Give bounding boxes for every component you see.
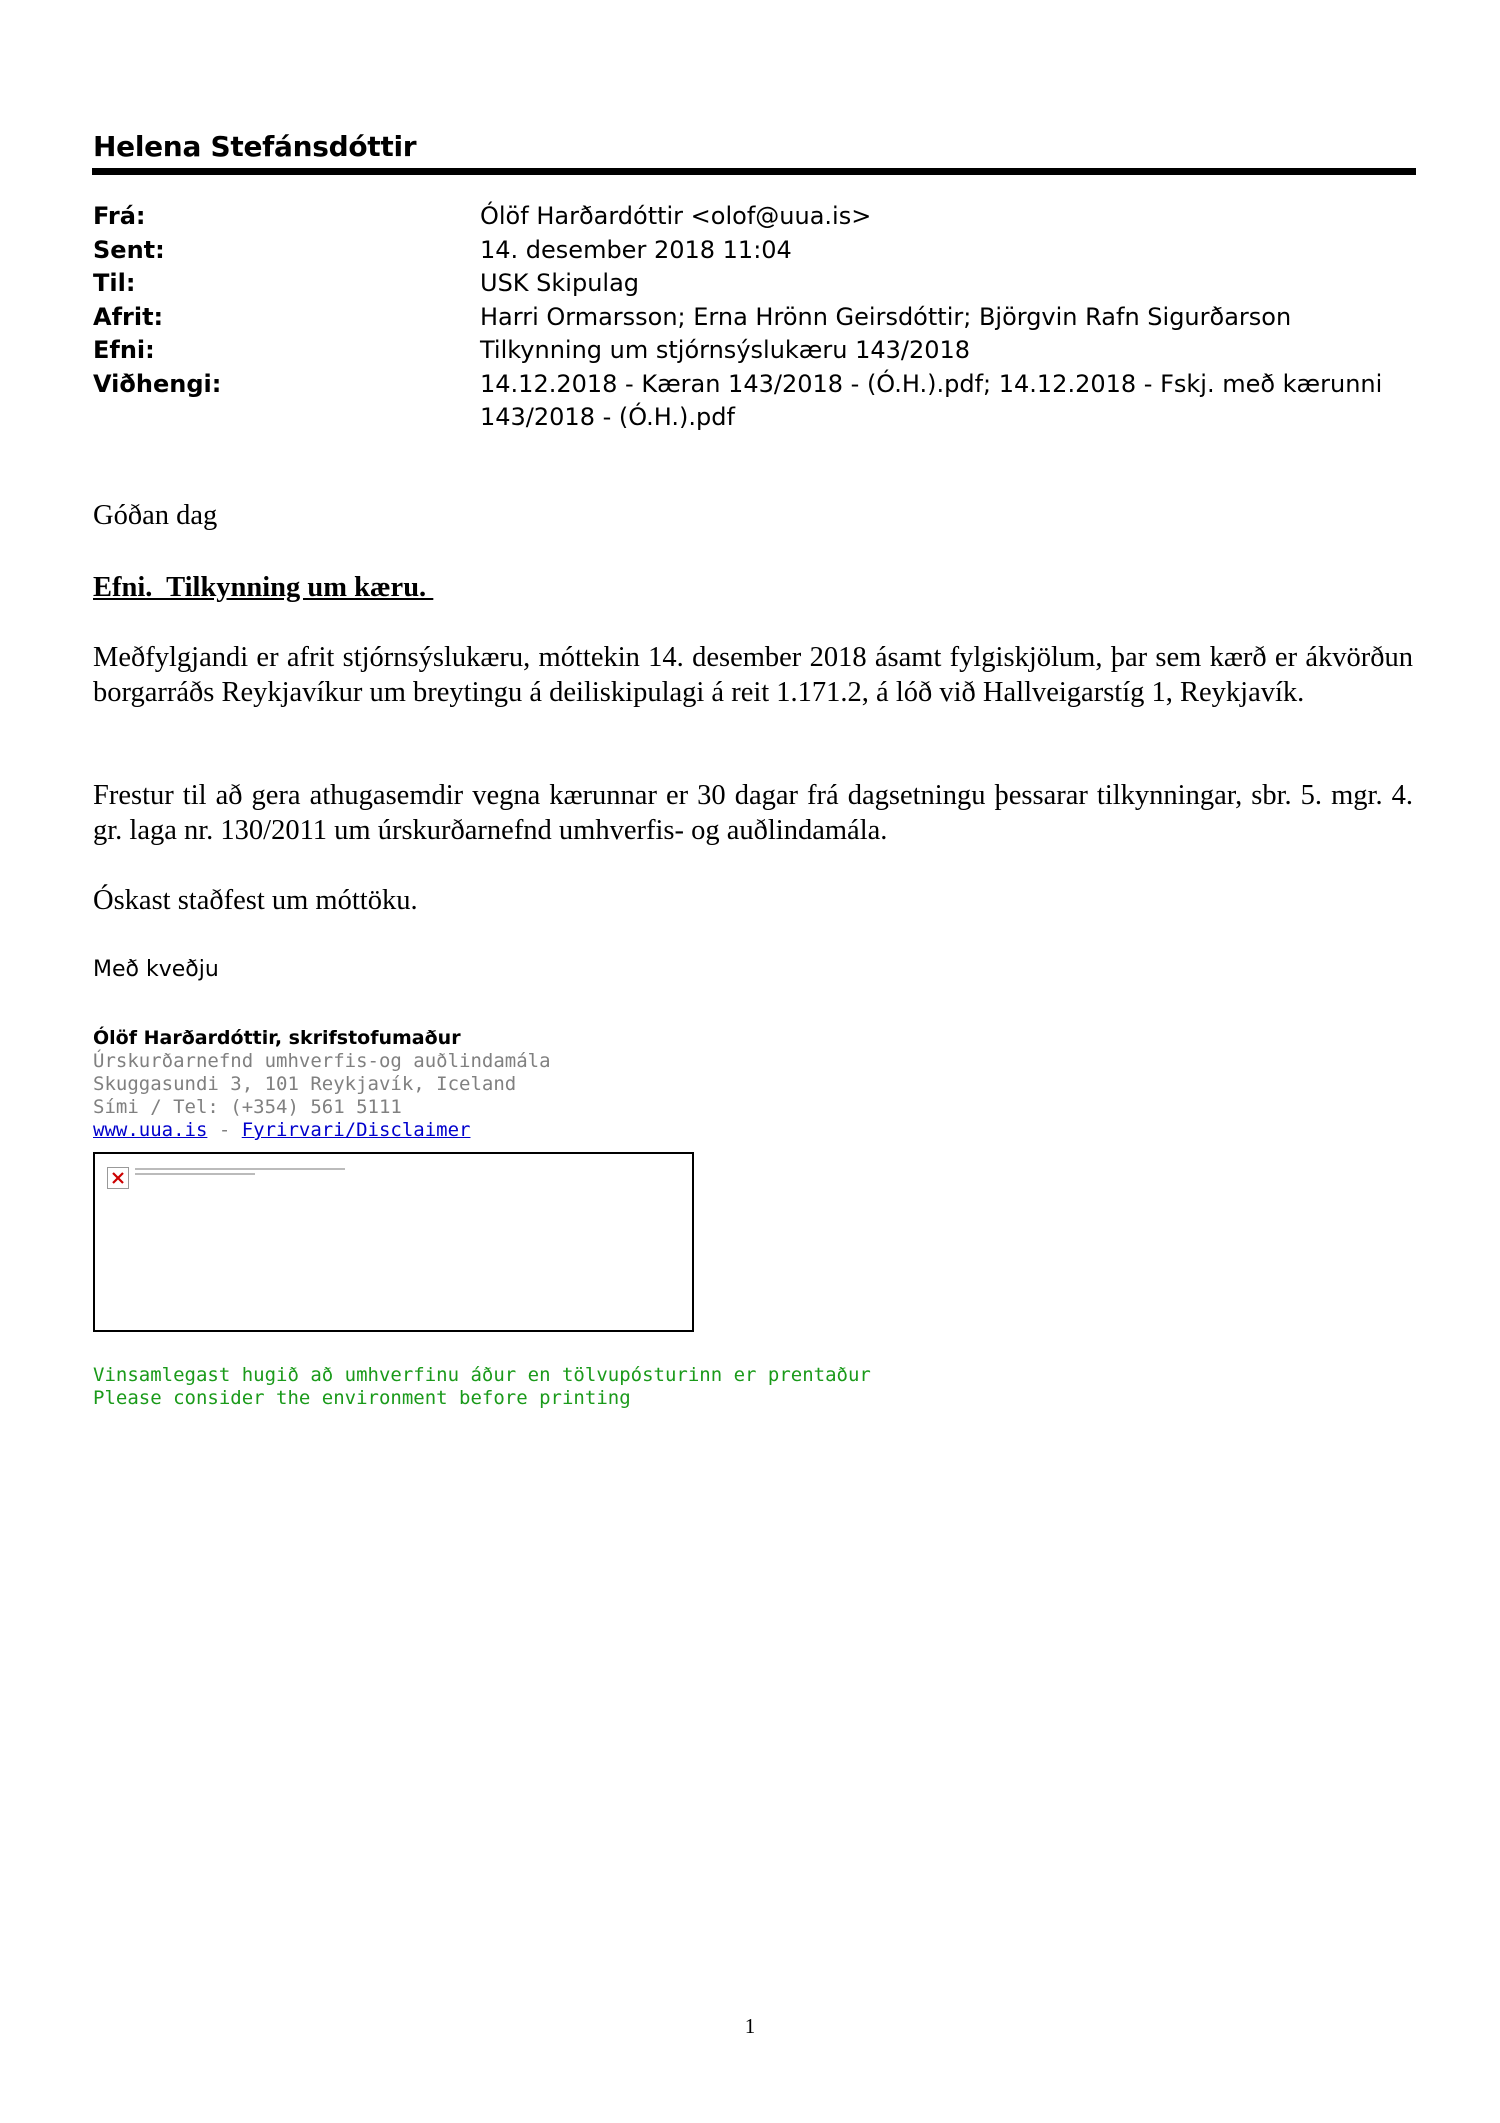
header-rule [92,168,1416,175]
body-paragraph: Óskast staðfest um móttöku. [93,885,418,916]
link-separator: - [207,1119,242,1141]
website-link[interactable]: www.uua.is [93,1119,208,1141]
attachment-line-2: 143/2018 - (Ó.H.).pdf [480,403,735,431]
header-value-sent: 14. desember 2018 11:04 [480,235,792,264]
header-value-to: USK Skipulag [480,269,640,297]
closing: Með kveðju [93,957,219,982]
printed-for-name: Helena Stefánsdóttir [93,130,417,163]
signature-address: Skuggasundi 3, 101 Reykjavík, Iceland [93,1073,517,1095]
header-row-to [93,267,1413,301]
header-value-attachments [480,368,1413,435]
signature-org: Úrskurðarnefnd umhverfis-og auðlindamála [93,1050,551,1072]
header-label: Til: [93,269,136,297]
header-row-attachments [93,368,1413,435]
header-row-sent [93,234,1413,268]
broken-image-icon [107,1167,129,1189]
email-header [93,200,1413,435]
header-label: Afrit: [93,302,164,331]
header-label: Sent: [93,235,165,264]
header-row-cc [93,301,1413,335]
broken-image-placeholder [93,1152,694,1332]
body-paragraph: Meðfylgjandi er afrit stjórnsýslukæru, móttekin 14. desember 2018 ásamt fylgiskjölum, þar sem kærð er ákvörðun borgarráðs Reykjavíkur um breytingu á deiliskipulagi á reit 1.171.2, á lóð við Hallveigarstíg 1, Reykjavík. [93,642,1413,708]
signature-block [93,1027,551,1142]
body-paragraph: Frestur til að gera athugasemdir vegna kærunnar er 30 dagar frá dagsetningu þessarar tilkynningar, sbr. 5. mgr. 4. gr. laga nr. 130/2011 um úrskurðarnefnd umhverfis- og auðlindamála. [93,780,1413,846]
header-value-subject: Tilkynning um stjórnsýslukæru 143/2018 [480,336,971,364]
image-alt-text-lines [135,1164,355,1175]
disclaimer-link[interactable]: Fyrirvari/Disclaimer [241,1119,471,1141]
header-value-from: Ólöf Harðardóttir <olof@uua.is> [480,202,872,230]
header-label: Frá: [93,202,146,230]
eco-notice-is: Vinsamlegast hugið að umhverfinu áður en tölvupósturinn er prentaður [93,1364,871,1386]
signature-links [93,1119,551,1142]
header-row-from [93,200,1413,234]
header-row-subject [93,334,1413,368]
eco-notice-en: Please consider the environment before printing [93,1387,631,1409]
signature-phone: Sími / Tel: (+354) 561 5111 [93,1096,402,1118]
eco-notice [93,1364,871,1410]
body-subject: Efni. Tilkynning um kæru. [93,572,434,603]
page-number: 1 [744,2014,756,2038]
attachment-line-1: 14.12.2018 - Kæran 143/2018 - (Ó.H.).pdf; 14.12.2018 - Fskj. með kærunni [480,369,1383,398]
greeting: Góðan dag [93,500,218,531]
header-label: Efni: [93,336,155,364]
header-label: Viðhengi: [93,369,222,398]
header-value-cc: Harri Ormarsson; Erna Hrönn Geirsdóttir; Björgvin Rafn Sigurðarson [480,302,1292,331]
signature-name: Ólöf Harðardóttir, skrifstofumaður [93,1027,461,1049]
